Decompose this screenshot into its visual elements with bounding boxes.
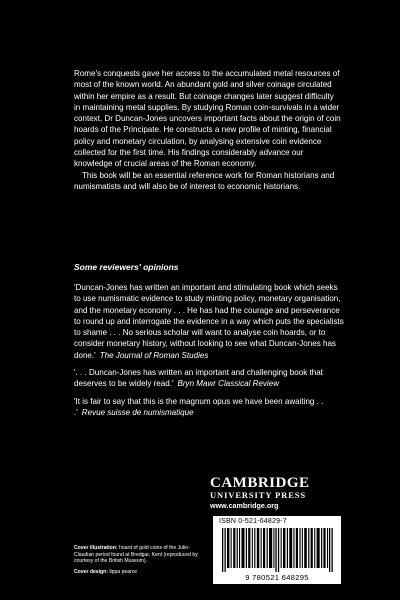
book-description (74, 68, 342, 192)
cover-illustration-text: hoard of gold coins of the Julio-Claudian period found at Bredgar, Kent (reproduced by courtesy of the British Museum). (74, 545, 198, 565)
cover-design-credit (74, 569, 204, 576)
publisher-url: www.cambridge.org (210, 501, 279, 510)
review-source: The Journal of Roman Studies (99, 350, 209, 360)
isbn-label: ISBN 0-521-64829-7 (219, 518, 287, 525)
description-paragraph-1: Rome's conquests gave her access to the accumulated metal resources of most of the known world. An abundant gold and silver coinage circulated within her empire as a result. But coinage changes later suggest difficulty in maintaining metal supplies. By studying Roman coin-survivals in a wider context, Dr Duncan-Jones uncovers important facts about the origin of coin hoards of the Principate. He constructs a new profile of minting, financial policy and monetary circulation, by analysing extensive coin evidence collected for the first time. His findings considerably advance our knowledge of crucial areas of the Roman economy. (74, 69, 341, 169)
cover-design-label: Cover design: (74, 568, 108, 575)
cover-illustration-credit (74, 545, 204, 565)
publisher-logo (210, 476, 350, 510)
barcode-digits: 9 780521 648295 (245, 573, 309, 582)
review-source: Bryn Mawr Classical Review (177, 379, 280, 389)
barcode-bars (218, 528, 336, 572)
cover-credits (74, 545, 204, 579)
reviews-heading: Some reviewers' opinions (74, 262, 179, 272)
description-paragraph-2: This book will be an essential reference work for Roman historians and numismatists and will also be of interest to economic historians. (74, 170, 335, 191)
review-source: Revue suisse de numismatique (81, 407, 194, 417)
publisher-name: CAMBRIDGE (210, 475, 310, 491)
cover-illustration-label: Cover illustration: (74, 545, 118, 551)
review-quote (74, 396, 346, 419)
publisher-press: UNIVERSITY PRESS (210, 490, 307, 500)
review-text: '. . . Duncan-Jones has written an important and challenging book that deserves to be widely read.' (74, 368, 323, 389)
review-quote (74, 282, 346, 361)
barcode-panel (213, 516, 341, 584)
reviews-list (74, 282, 346, 424)
review-text: 'It is fair to say that this is the magnum opus we have been awaiting . . .' (74, 396, 324, 417)
review-quote (74, 367, 346, 390)
review-text: 'Duncan-Jones has written an important and stimulating book which seeks to use numismatic evidence to study minting policy, monetary organisation, and the monetary economy . . . He has had the courage and perseverance to round up and interrogate the evidence in a way which puts the specialists to shame . . . No serious scholar will want to analyse coin hoards, or to consider monetary history, without looking to see what Duncan-Jones has done.' (74, 283, 344, 360)
cover-design-text: lippa pearce (109, 568, 138, 575)
